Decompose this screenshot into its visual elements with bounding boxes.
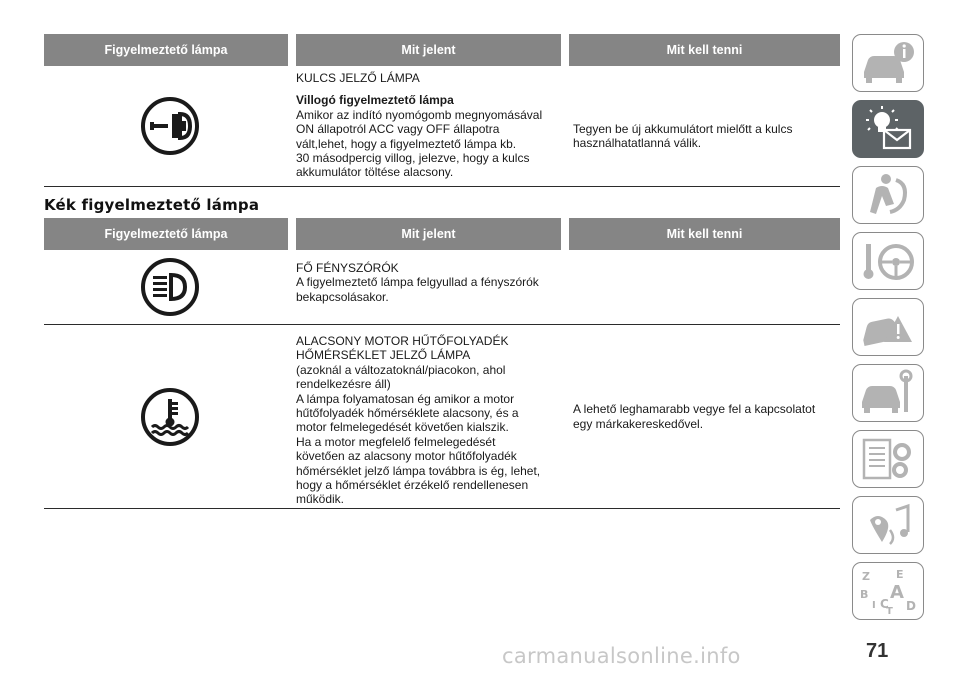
header-meaning: Mit jelent — [296, 34, 561, 66]
meaning-line: 30 másodpercig villog, jelezve, hogy a kulcs — [296, 151, 530, 166]
lamp-title: HŐMÉRSÉKLET JELZŐ LÁMPA — [296, 348, 471, 363]
meaning-line: követően az alacsony motor hűtőfolyadék — [296, 449, 517, 464]
action-cell — [573, 325, 840, 508]
warning-lamp-table-1 — [44, 34, 840, 187]
action-line: A lehető leghamarabb vegye fel a kapcsolatot — [573, 402, 816, 417]
tab-maintenance[interactable] — [852, 364, 924, 422]
meaning-line: motor felmelegedését követően kialszik. — [296, 420, 509, 435]
action-line: Tegyen be új akkumulátort mielőtt a kulcs — [573, 121, 793, 136]
section-title: Kék figyelmeztető lámpa — [44, 196, 260, 214]
tab-multimedia[interactable] — [852, 496, 924, 554]
meaning-line: akkumulátor töltése alacsony. — [296, 165, 454, 180]
table-header — [44, 34, 840, 66]
lamp-title: ALACSONY MOTOR HŰTŐFOLYADÉK — [296, 334, 509, 348]
chapter-sidebar — [852, 34, 928, 628]
table-row — [44, 250, 840, 325]
alphabetical-index-icon — [856, 566, 920, 616]
header-lamp: Figyelmeztető lámpa — [44, 34, 288, 66]
meaning-line: működik. — [296, 492, 345, 507]
coolant-temperature-icon — [138, 385, 202, 449]
tab-starting-driving[interactable] — [852, 232, 924, 290]
table-row — [44, 66, 840, 187]
index-letter: E — [896, 568, 904, 581]
index-letter: T — [886, 606, 893, 616]
meaning-line: Amikor az indító nyomógomb megnyomásával — [296, 107, 543, 122]
meaning-line: rendelkezésre áll) — [296, 377, 391, 392]
tab-warning-lights[interactable] — [852, 100, 924, 158]
key-steering-wheel-icon — [856, 236, 920, 286]
index-letter: A — [890, 582, 904, 603]
tab-emergency[interactable] — [852, 298, 924, 356]
meaning-cell — [296, 325, 573, 508]
car-service-wrench-icon — [856, 368, 920, 418]
lamp-title: FŐ FÉNYSZÓRÓK — [296, 261, 399, 275]
index-letter: B — [860, 588, 869, 601]
watermark: carmanualsonline.info — [502, 644, 741, 668]
lamp-subtitle: Villogó figyelmeztető lámpa — [296, 93, 454, 108]
meaning-line: vált,lehet, hogy a figyelmeztető lámpa kb. — [296, 136, 517, 151]
action-line: használhatatlanná válik. — [573, 136, 702, 150]
tab-safety[interactable] — [852, 166, 924, 224]
meaning-line: ON állapotról ACC vagy OFF állapotra — [296, 122, 500, 137]
specifications-gears-icon — [856, 434, 920, 484]
index-letter: C — [880, 597, 889, 611]
tab-car-info[interactable] — [852, 34, 924, 92]
meaning-line: A lámpa folyamatosan ég amikor a motor — [296, 391, 515, 406]
lamp-cell — [44, 250, 296, 324]
meaning-line: hőmérséklet jelző lámpa továbbra is ég, lehet, — [296, 463, 541, 478]
meaning-cell — [296, 66, 573, 186]
lamp-cell — [44, 66, 296, 186]
meaning-line: hűtőfolyadék hőmérséklete alacsony, és a — [296, 406, 519, 421]
action-line: egy márkakereskedővel. — [573, 416, 704, 431]
header-meaning: Mit jelent — [296, 218, 561, 250]
multimedia-icon — [856, 500, 920, 550]
emergency-car-icon — [856, 302, 920, 352]
action-cell — [573, 250, 840, 324]
page-number: 71 — [866, 640, 889, 662]
high-beam-icon — [139, 256, 201, 318]
warning-lights-message-icon — [856, 104, 920, 154]
header-action: Mit kell tenni — [569, 34, 840, 66]
meaning-line: hogy a hőmérséklet érzékelő rendellenesen — [296, 478, 529, 493]
meaning-cell — [296, 250, 573, 324]
meaning-line: Ha a motor megfelelő felmelegedését — [296, 434, 496, 449]
table-row — [44, 325, 840, 509]
seat-airbag-icon — [856, 170, 920, 220]
meaning-line: (azoknál a változatoknál/piacokon, ahol — [296, 362, 506, 377]
action-cell — [573, 66, 840, 186]
key-warning-lamp-icon — [138, 94, 202, 158]
warning-lamp-table-2 — [44, 218, 840, 509]
header-lamp: Figyelmeztető lámpa — [44, 218, 288, 250]
index-letter: I — [872, 600, 876, 611]
lamp-title: KULCS JELZŐ LÁMPA — [296, 71, 420, 85]
table-header — [44, 218, 840, 250]
header-action: Mit kell tenni — [569, 218, 840, 250]
tab-technical-data[interactable] — [852, 430, 924, 488]
meaning-line: bekapcsolásakor. — [296, 289, 389, 304]
index-letter: Z — [862, 570, 870, 583]
tab-index[interactable] — [852, 562, 924, 620]
index-letter: D — [906, 599, 916, 613]
meaning-line: A figyelmeztető lámpa felgyullad a fényszórók — [296, 275, 539, 290]
lamp-cell — [44, 325, 296, 508]
car-info-icon — [856, 38, 920, 88]
